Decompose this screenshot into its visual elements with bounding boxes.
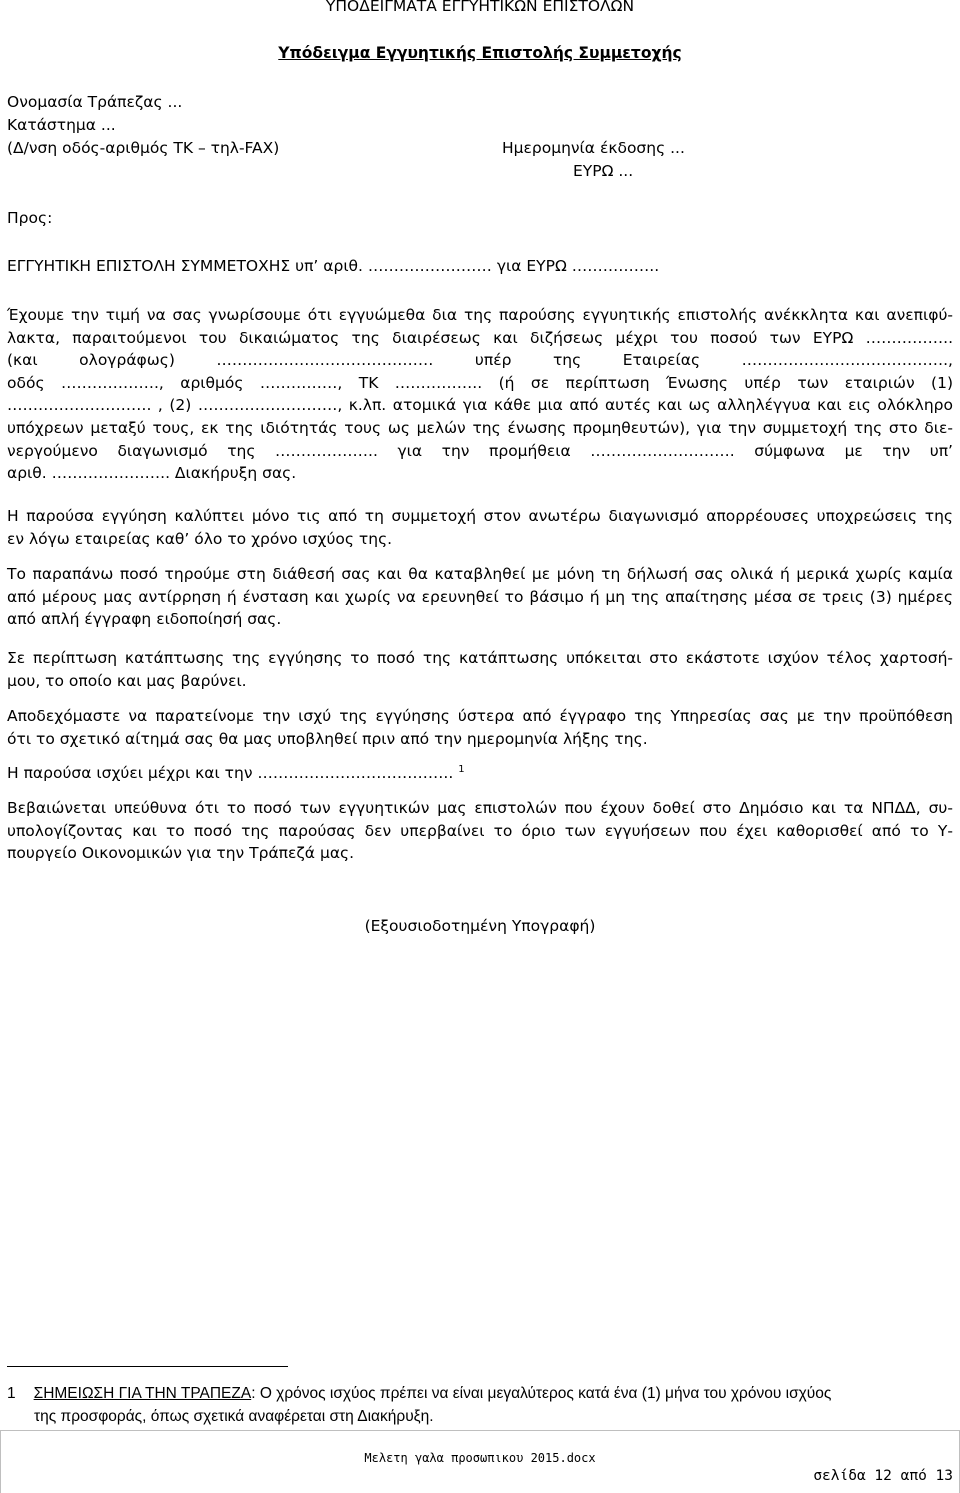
branch: Κατάστημα ... (7, 116, 116, 134)
paragraph-guarantee: Έχουμε την τιμή να σας γνωρίσουμε ότι εγγυώμεθα δια της παρούσης εγγυητικής επιστολής ανέκκλητα και ανεπιφύ- λακτα, παραιτούμενοι του δικαιώματος της διαιρέσεως και διζήσεως μέχρι του ποσού των ΕΥΡΩ …………….. (και ολογράφως) …………………………………… υπέρ της Εταιρείας …………………………………., οδός ………………., αριθμός ……………, ΤΚ …………….. (ή σε περίπτωση Ένωσης υπέρ των εταιριών (1) ………………………. , (2) ………………………, κ.λπ. ατομικά για κάθε μια από αυτές και ως αλληλέγγυα και εις ολόκληρο υπόχρεων μεταξύ τους, εκ της ιδιότητάς τους ως μελών της ένωσης προμηθευτών), για την συμμετοχή της στο διε- νεργούμενο διαγωνισμό της ……………….. για την προμήθεια ………………………. σύμφωνα με την υπ’ αριθ. ………………….. Διακήρυξη σας. (7, 306, 953, 483)
paragraph-payment: Το παραπάνω ποσό τηρούμε στη διάθεσή σας και θα καταβληθεί με μόνη τη δήλωσή σας ολικά ή μερικά χωρίς καμία από μέρους μας αντίρρηση ή ένσταση και χωρίς να ερευνηθεί το βάσιμο ή μη της απαίτησης μέσα σε τρεις (3) ημέρες από απλή έγγραφη ειδοποίησή σας. (7, 565, 953, 629)
guarantee-reference: ΕΓΓΥΗΤΙΚΗ ΕΠΙΣΤΟΛΗ ΣΥΜΜΕΤΟΧΗΣ υπ’ αριθ. …………………… για ΕΥΡΩ …………….. (7, 257, 660, 275)
paragraph-certification: Βεβαιώνεται υπεύθυνα ότι το ποσό των εγγυητικών μας επιστολών που έχουν δοθεί στο Δημόσιο και τα ΝΠΔΔ, συ- υπολογίζοντας και το ποσό της παρούσας δεν υπερβαίνει το όριο των εγγυήσεων που έχει καθορισθεί από το Υ- πουργείο Οικονομικών για την Τράπεζά μας. (7, 799, 953, 863)
recipient-label: Προς: (7, 209, 53, 227)
running-header: ΥΠΟΔΕΙΓΜΑΤΑ ΕΓΓΥΗΤΙΚΩΝ ΕΠΙΣΤΟΛΩΝ (325, 0, 635, 15)
signature-label: (Εξουσιοδοτημένη Υπογραφή) (364, 917, 596, 935)
euro-amount: ΕΥΡΩ ... (573, 162, 634, 180)
paragraph-coverage: Η παρούσα εγγύηση καλύπτει μόνο τις από τη συμμετοχή στον ανωτέρω διαγωνισμό απορρέουσες υποχρεώσεις της εν λόγω εταιρείας καθ’ όλο το χρόνο ισχύος της. (7, 507, 953, 548)
footnote-reference[interactable]: 1 (458, 764, 465, 775)
footnote-number: 1 (7, 1385, 16, 1402)
validity-line: Η παρούσα ισχύει μέχρι και την ……………………………….. $^1$ (7, 764, 465, 782)
footer-filename: Μελετη γαλα προσωπικου 2015.docx (364, 1451, 596, 1465)
issue-date: Ημερομηνία έκδοσης ... (502, 139, 685, 157)
footnote-separator (7, 1366, 288, 1367)
paragraph-extension: Αποδεχόμαστε να παρατείνομε την ισχύ της εγγύησης ύστερα από έγγραφο της Υπηρεσίας σας με την προϋπόθεση ότι το σχετικό αίτημά σας θα μας υποβληθεί πριν από την ημερομηνία λήξης της. (7, 707, 953, 748)
page-number: σελίδα 12 από 13 (813, 1468, 953, 1484)
document-title: Υπόδειγμα Εγγυητικής Επιστολής Συμμετοχής (278, 44, 682, 62)
footnote-label: ΣΗΜΕΙΩΣΗ ΓΙΑ ΤΗΝ ΤΡΑΠΕΖΑ (33, 1385, 252, 1402)
paragraph-forfeiture: Σε περίπτωση κατάπτωσης της εγγύησης το ποσό της κατάπτωσης υπόκειται στο εκάστοτε ισχύον τέλος χαρτοσή- μου, το οποίο και μας βαρύνει. (7, 649, 953, 690)
footnote: 1 ΣΗΜΕΙΩΣΗ ΓΙΑ ΤΗΝ ΤΡΑΠΕΖΑ: Ο χρόνος ισχύος πρέπει να είναι μεγαλύτερος κατά ένα (1) μήνα του χρόνου ισχύος της προσφοράς, όπως σχετικά αναφέρεται στη Διακήρυξη. (7, 1385, 832, 1425)
bank-address: (Δ/νση οδός-αριθμός ΤΚ – τηλ-FAX) (7, 139, 280, 157)
bank-name: Ονομασία Τράπεζας ... (7, 93, 183, 111)
